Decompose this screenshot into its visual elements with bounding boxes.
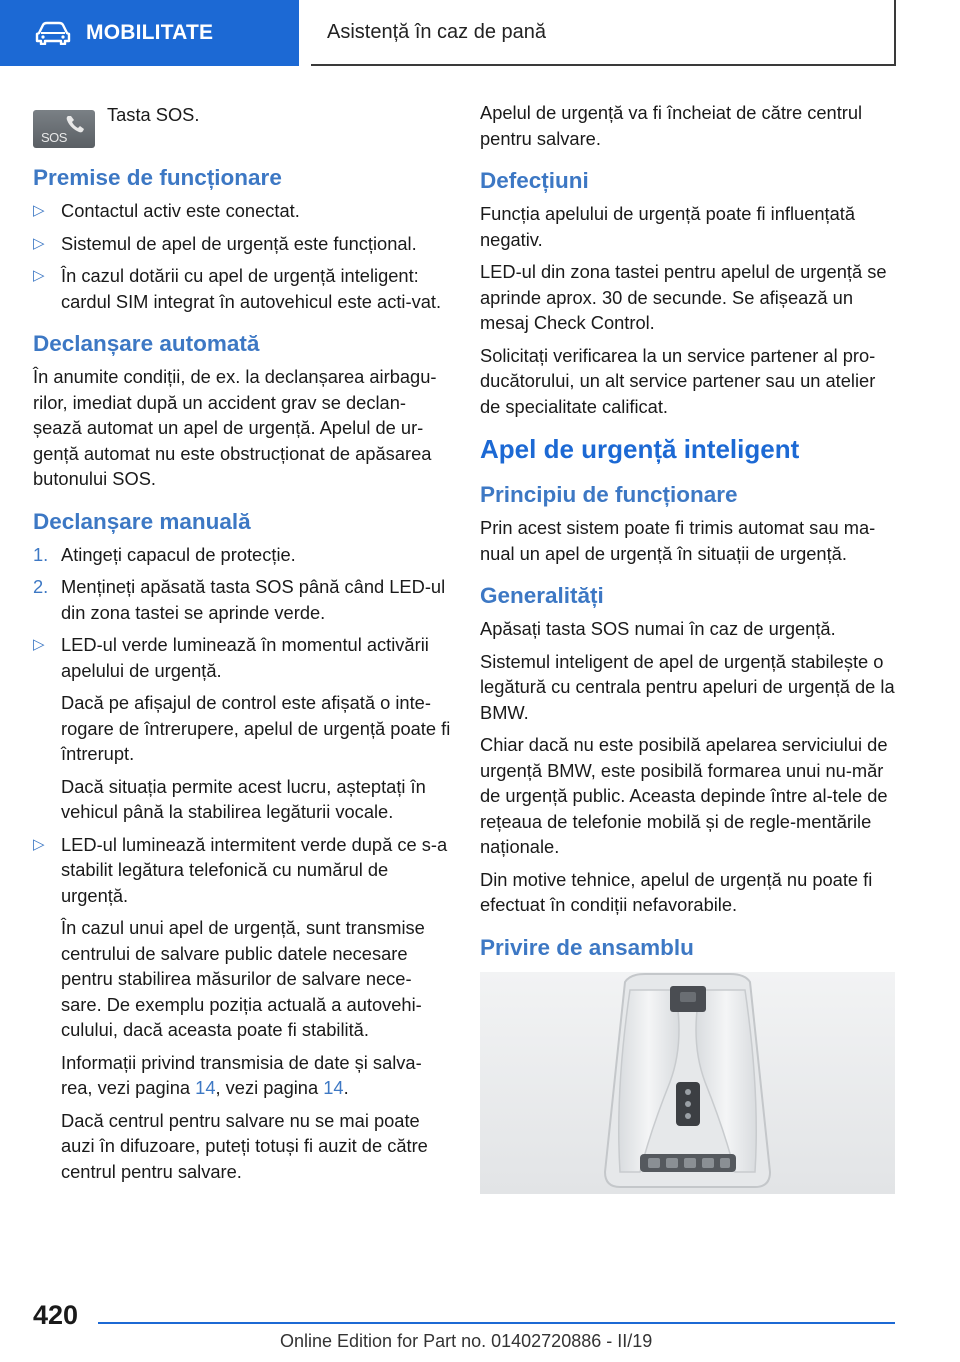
general-text: Din motive tehnice, apelul de urgență nu poate fi efectuat în condiții nefavorabile. — [480, 868, 873, 915]
car-icon — [34, 21, 72, 45]
list-item: ▷ Contactul activ este conectat. — [33, 198, 451, 224]
chapter-title — [311, 0, 896, 66]
triangle-bullet-icon: ▷ — [33, 234, 45, 252]
overhead-console-photo — [480, 972, 895, 1194]
section-label: MOBILITATE — [86, 21, 214, 44]
phone-icon — [64, 113, 86, 135]
defect-text: Solicitați verificarea la un service partener al pro-ducătorului, un alt service partener sau un atelier de specialitate calificat. — [480, 344, 876, 417]
led2-paragraph: Informații privind transmisia de date și salva-rea, vezi pagina 14, vezi pagina 14. — [61, 1051, 422, 1098]
triangle-bullet-icon: ▷ — [33, 636, 45, 653]
page-number: 420 — [33, 1300, 79, 1330]
sos-caption: Tasta SOS. — [107, 104, 200, 125]
premise-list — [33, 198, 451, 314]
heading-auto: Declanșare automată — [33, 331, 260, 356]
led-list — [33, 832, 451, 909]
heading-principle: Principiu de funcționare — [480, 482, 738, 507]
step-number: 2. — [33, 576, 49, 597]
sos-key-figure — [33, 100, 451, 148]
edition-text: Online Edition for Part no. 01402720886 - II/19 — [280, 1331, 653, 1351]
heading-defect: Defecțiuni — [480, 168, 589, 193]
led-list — [33, 632, 451, 683]
list-item: ▷ În cazul dotării cu apel de urgență inteligent: cardul SIM integrat în autovehicul este acti-vat. — [33, 265, 442, 312]
defect-text: Funcția apelului de urgență poate fi influențată negativ. — [480, 203, 856, 250]
led2-paragraph: Dacă centrul pentru salvare nu se mai poate auzi în difuzoare, puteți totuși fi auzit de către centrul pentru salvare. — [61, 1109, 428, 1182]
sos-button-image — [33, 110, 95, 148]
triangle-bullet-icon: ▷ — [33, 202, 45, 219]
end-call-text: Apelul de urgență va fi încheiat de către centrul pentru salvare. — [480, 102, 863, 149]
page-link[interactable]: 14 — [195, 1077, 216, 1098]
heading-manual: Declanșare manuală — [33, 508, 251, 534]
heading-premise: Premise de funcționare — [33, 165, 282, 190]
led1-paragraph: Dacă pe afișajul de control este afișată o inte-rogare de întrerupere, apelul de urgență poate fi întrerupt. — [61, 692, 451, 764]
triangle-bullet-icon: ▷ — [33, 835, 45, 853]
right-column — [480, 100, 900, 1194]
defect-text: LED-ul din zona tastei pentru apelul de urgență se aprinde aprox. 30 de secunde. Se afișează un mesaj Check Control. — [480, 261, 887, 333]
list-item: ▷ LED-ul verde luminează în momentul activării apelului de urgență. — [33, 634, 429, 681]
heading-general: Generalități — [480, 583, 604, 608]
left-column — [33, 100, 451, 1191]
list-item: ▷ Sistemul de apel de urgență este funcțional. — [33, 231, 451, 257]
list-item: ▷ LED-ul luminează intermitent verde după ce s-a stabilit legătura telefonică cu numărul de urgență. — [33, 833, 448, 906]
principle-text: Prin acest sistem poate fi trimis automat sau ma-nual un apel de urgență în situații de urgență. — [480, 517, 876, 564]
heading-overview: Privire de ansamblu — [480, 934, 694, 960]
chapter-label: Asistență în caz de pană — [327, 20, 547, 43]
step-item: 2. Mențineți apăsată tasta SOS până când LED-ul din zona tastei se aprinde verde. — [33, 576, 446, 623]
overhead-console-illustration — [480, 972, 895, 1194]
manual-steps — [33, 542, 451, 626]
footer-divider — [98, 1322, 895, 1324]
sos-button-text: SOS — [41, 130, 67, 145]
general-text: Sistemul inteligent de apel de urgență stabilește o legătură cu centrala pentru apeluri de urgență de la BMW. — [480, 650, 895, 723]
led1-paragraph: Dacă situația permite acest lucru, așteptați în vehicul până la stabilirea legăturii vocale. — [61, 775, 426, 822]
led2-paragraph: În cazul unui apel de urgență, sunt transmise centrului de salvare public datele necesare pentru stabilirea măsurilor de salvare nece-sare. De exemplu poziția actuală a autovehi-culului, dacă aceasta poate fi stabilită. — [61, 917, 425, 1040]
triangle-bullet-icon: ▷ — [33, 267, 45, 284]
general-text: Chiar dacă nu este posibilă apelarea serviciului de urgență BMW, este posibilă formarea unui nu-măr de urgență public. Aceasta depinde între al-tele de rețeaua de telefonie mobilă și de regle-mentările naționale. — [480, 734, 888, 857]
step-item: 1. Atingeți capacul de protecție. — [33, 542, 451, 568]
heading-smart-call: Apel de urgență inteligent — [480, 434, 800, 464]
auto-text: În anumite condiții, de ex. la declanșarea airbagu-rilor, imediat după un accident grav se declan-șează automat un apel de urgență. Apelul de ur-gență automat nu este obstrucționat de apăsarea butonului SOS. — [33, 366, 437, 489]
step-number: 1. — [33, 543, 49, 565]
section-tab — [0, 0, 299, 66]
general-text: Apăsați tasta SOS numai în caz de urgență. — [480, 618, 836, 639]
page-link[interactable]: 14 — [323, 1077, 344, 1098]
